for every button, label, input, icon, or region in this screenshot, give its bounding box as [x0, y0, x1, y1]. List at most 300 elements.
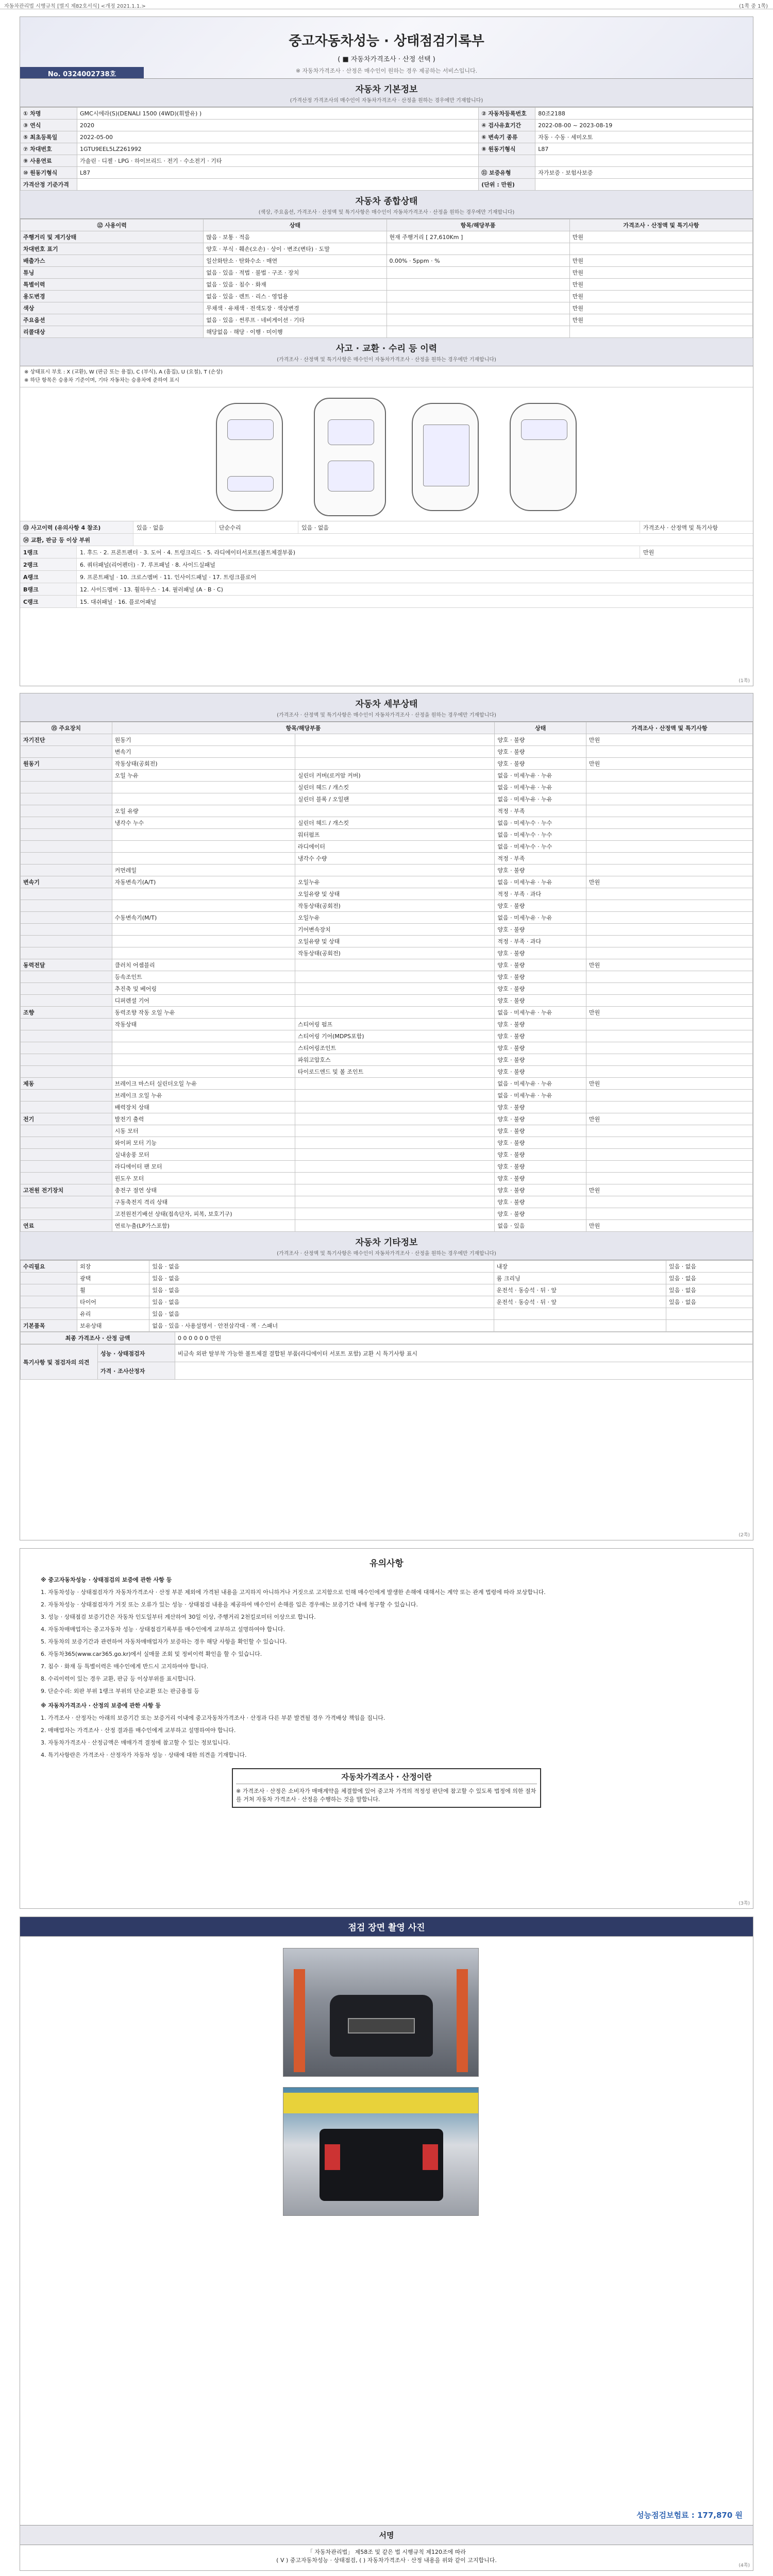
- summary-cell: [386, 326, 569, 338]
- detail-row: [21, 912, 753, 924]
- detail-cell: 만원: [586, 1007, 753, 1019]
- rear-window-icon: [227, 476, 274, 492]
- detail-cell: 오일 누유: [112, 770, 295, 782]
- page-4: [20, 1917, 753, 2571]
- detail-cell: [21, 1030, 112, 1042]
- page-mark-2: (2쪽): [738, 1533, 750, 1538]
- summary-cell: 없음 · 있음 · 썬루프 · 네비게이션 · 기타: [204, 314, 386, 326]
- rank-label: C랭크: [20, 596, 77, 607]
- detail-cell: 없음 · 미세누유 · 누유: [495, 770, 586, 782]
- basic-field-label: ① 차명: [21, 108, 77, 120]
- basic-field-label: 가격산정 기준가격: [21, 179, 77, 191]
- detail-cell: [586, 1196, 753, 1208]
- detail-cell: [586, 841, 753, 853]
- accident-subtitle: (가격조사 · 산정액 및 특기사항은 매수인이 자동차가격조사 · 산정을 원하는 경우에만 기재합니다): [277, 357, 496, 363]
- detail-cell: 양호 · 불량: [495, 959, 586, 971]
- detail-cell: 실내송풍 모터: [112, 1149, 295, 1161]
- accident-title: 사고 · 교환 · 수리 등 이력: [335, 344, 438, 354]
- detail-cell: 양호 · 불량: [495, 1125, 586, 1137]
- basic-row: [21, 120, 753, 131]
- summary-cell: [569, 326, 752, 338]
- final-price-label: 최종 가격조사 · 산정 금액: [21, 1332, 175, 1344]
- summary-cell: 배출가스: [21, 255, 204, 267]
- insurance-fee-value: 177,870 원: [697, 2511, 743, 2520]
- detail-cell: 적정 · 부족 · 과다: [495, 936, 586, 947]
- summary-cell: 주행거리 및 계기상태: [21, 231, 204, 243]
- detail-cell: 실린더 헤드 / 개스킷: [295, 782, 495, 793]
- detail-cell: [21, 746, 112, 758]
- detail-row: [21, 1054, 753, 1066]
- detail-row: [21, 1184, 753, 1196]
- detail-row: [21, 947, 753, 959]
- detail-column-header: 가격조사 · 산정액 및 특기사항: [586, 722, 753, 734]
- detail-cell: 만원: [586, 1184, 753, 1196]
- note-item: 1. 가격조사 · 산정자는 아래의 보증기간 또는 보증거리 이내에 중고자동차가격조사 · 산정과 다른 부분 발견될 경우 가격배상 책임을 집니다.: [41, 1715, 385, 1721]
- detail-cell: 양호 · 불량: [495, 1208, 586, 1220]
- detail-cell: [295, 746, 495, 758]
- detail-cell: 만원: [586, 1220, 753, 1232]
- detail-cell: 조향: [21, 1007, 112, 1019]
- etc-row: [21, 1296, 753, 1308]
- detail-cell: [295, 971, 495, 983]
- detail-row: [21, 1019, 753, 1030]
- summary-cell: 만원: [569, 302, 752, 314]
- summary-table: [20, 219, 753, 338]
- detail-cell: 양호 · 불량: [495, 865, 586, 876]
- note-item: 3. 성능 · 상태점검 보증기간은 자동차 인도일부터 계산하여 30일 이상, 주행거리 2천킬로미터 이상으로 합니다.: [41, 1614, 316, 1620]
- detail-cell: [295, 995, 495, 1007]
- etc-cell: [666, 1320, 753, 1332]
- etc-cell: [21, 1296, 77, 1308]
- truck-rear-icon: [320, 2129, 443, 2201]
- special-notes-table: [20, 1344, 753, 1380]
- detail-cell: [21, 1066, 112, 1078]
- accident-header: [20, 338, 753, 366]
- roof-panel-icon: [328, 419, 374, 445]
- etc-subtitle: (가격조사 · 산정액 및 특기사항은 매수인이 자동차가격조사 · 산정을 원하는 경우에만 기재합니다): [277, 1251, 496, 1257]
- basic-field-value: 1GTU9EEL5LZ261992: [77, 143, 479, 155]
- detail-table: [20, 722, 753, 1232]
- detail-cell: [112, 853, 295, 865]
- detail-cell: 라디에이터 팬 모터: [112, 1161, 295, 1173]
- appraisal-notice-box: [232, 1768, 541, 1808]
- page-2: [20, 693, 753, 1540]
- detail-cell: 자기진단: [21, 734, 112, 746]
- truck-grille-icon: [348, 2018, 415, 2033]
- etc-cell: 유리: [77, 1308, 149, 1320]
- detail-cell: [21, 1137, 112, 1149]
- detail-cell: [21, 782, 112, 793]
- detail-row: [21, 995, 753, 1007]
- detail-cell: 양호 · 불량: [495, 983, 586, 995]
- appraiser-opinion: [175, 1362, 753, 1380]
- note-item: 4. 특기사항란은 가격조사 · 산정자가 자동차 성능 · 상태에 대한 의견을 기재합니다.: [41, 1752, 247, 1758]
- basic-field-value: 2022-08-00 ~ 2023-08-19: [535, 120, 753, 131]
- detail-cell: [586, 1054, 753, 1066]
- detail-row: [21, 1090, 753, 1101]
- detail-cell: 자동변속기(A/T): [112, 876, 295, 888]
- detail-cell: 없음 · 미세누유 · 누유: [495, 1090, 586, 1101]
- summary-cell: 만원: [569, 231, 752, 243]
- basic-field-label: ⑥ 변속기 종류: [479, 131, 535, 143]
- detail-cell: [21, 1054, 112, 1066]
- detail-row: [21, 746, 753, 758]
- final-price-value: 0 0 0 0 0 0 만원: [175, 1332, 753, 1344]
- simple-repair-label: 단순수리: [216, 521, 298, 533]
- basic-row: [21, 155, 753, 167]
- final-price-table: [20, 1332, 753, 1344]
- appraisal-notice-text: ※ 가격조사 · 산정은 소비자가 매매계약을 체결함에 있어 중고차 가격의 적정성 판단에 참고할 수 있도록 법정에 의한 절차를 거쳐 자동차 가격조사 · 산정을 수행하는 것을 말합니다.: [236, 1788, 536, 1803]
- etc-cell: [21, 1284, 77, 1296]
- summary-cell: 해당없음 · 해당 · 이행 · 미이행: [204, 326, 386, 338]
- detail-cell: [21, 924, 112, 936]
- detail-row: [21, 1173, 753, 1184]
- note-item: 8. 수리이력이 있는 경우 교환, 판금 등 이상부위를 표시합니다.: [41, 1675, 196, 1682]
- summary-row: [21, 314, 753, 326]
- record-title: 중고자동차성능 · 상태점검기록부: [289, 33, 484, 49]
- detail-cell: 없음 · 미세누유 · 누유: [495, 782, 586, 793]
- detail-cell: [586, 900, 753, 912]
- detail-row: [21, 971, 753, 983]
- basic-field-value: L87: [77, 167, 479, 179]
- detail-cell: [112, 1042, 295, 1054]
- page-3: [20, 1548, 753, 1909]
- page-mark-3: (3쪽): [738, 1901, 750, 1906]
- detail-cell: [21, 888, 112, 900]
- summary-cell: 무채색 · 유채색 · 전색도장 · 색상변경: [204, 302, 386, 314]
- vehicle-diagram: [20, 387, 753, 521]
- basic-field-value: 가솔린 · 디젤 · LPG · 하이브리드 · 전기 · 수소전기 · 기타: [77, 155, 479, 167]
- rank-price: 만원: [640, 546, 753, 558]
- detail-cell: [295, 1173, 495, 1184]
- signature-line-1: 「 자동차관리법」 제58조 및 같은 법 시행규칙 제120조에 따라: [307, 2549, 466, 2555]
- detail-cell: 양호 · 불량: [495, 746, 586, 758]
- detail-cell: [295, 959, 495, 971]
- detail-cell: [21, 1161, 112, 1173]
- summary-cell: 없음 · 있음 · 침수 · 화재: [204, 279, 386, 291]
- detail-cell: 적정 · 부족 · 과다: [495, 888, 586, 900]
- detail-cell: [586, 805, 753, 817]
- summary-cell: 만원: [569, 267, 752, 279]
- page-1: [20, 16, 753, 686]
- form-reference: 자동차관리법 시행규칙 [별지 제82호서식] <개정 2021.1.1.>: [4, 4, 146, 9]
- appraisal-notice-title: 자동차가격조사 · 산정이란: [236, 1772, 537, 1784]
- rank-rows: [20, 546, 753, 608]
- detail-cell: [586, 983, 753, 995]
- detail-cell: [586, 817, 753, 829]
- detail-row: [21, 1066, 753, 1078]
- detail-row: [21, 876, 753, 888]
- detail-cell: [112, 1030, 295, 1042]
- detail-cell: 추진축 및 베어링: [112, 983, 295, 995]
- rank-row: [20, 596, 753, 608]
- detail-cell: 동력전달: [21, 959, 112, 971]
- summary-cell: 일산화탄소 · 탄화수소 · 매연: [204, 255, 386, 267]
- detail-cell: [21, 1208, 112, 1220]
- etc-cell: 기본품목: [21, 1320, 77, 1332]
- summary-column-header: 상태: [204, 219, 386, 231]
- detail-cell: [112, 924, 295, 936]
- appraiser-label: 가격 · 조사산정자: [98, 1362, 175, 1380]
- detail-cell: 배력장치 상태: [112, 1101, 295, 1113]
- detail-cell: 없음 · 미세누수 · 누수: [495, 829, 586, 841]
- basic-row: [21, 143, 753, 155]
- summary-row: [21, 279, 753, 291]
- etc-cell: [21, 1308, 77, 1320]
- detail-cell: 냉각수 누수: [112, 817, 295, 829]
- detail-cell: [21, 995, 112, 1007]
- detail-cell: [112, 900, 295, 912]
- detail-cell: [586, 995, 753, 1007]
- detail-cell: 파워고압호스: [295, 1054, 495, 1066]
- abnormal-parts-label: ⑭ 교환, 판금 등 이상 부위: [20, 534, 133, 546]
- detail-column-header: ⑮ 주요장치: [21, 722, 112, 734]
- detail-cell: 고전원전기배선 상태(접속단자, 피복, 보호기구): [112, 1208, 295, 1220]
- detail-cell: [295, 1149, 495, 1161]
- detail-cell: 만원: [586, 876, 753, 888]
- detail-cell: 만원: [586, 1113, 753, 1125]
- detail-cell: 브레이크 마스터 실린더오일 누유: [112, 1078, 295, 1090]
- detail-cell: [21, 817, 112, 829]
- detail-cell: [112, 936, 295, 947]
- inspection-photo-rear: [283, 2087, 479, 2216]
- detail-cell: 없음 · 미세누유 · 누유: [495, 1078, 586, 1090]
- summary-row: [21, 231, 753, 243]
- detail-cell: [586, 746, 753, 758]
- detail-row: [21, 1125, 753, 1137]
- accident-rows: [20, 521, 753, 608]
- summary-row: [21, 267, 753, 279]
- etc-row: [21, 1273, 753, 1284]
- detail-cell: [586, 1161, 753, 1173]
- tail-light-right-icon: [423, 2144, 438, 2170]
- basic-row: [21, 108, 753, 120]
- detail-cell: 양호 · 불량: [495, 1184, 586, 1196]
- detail-cell: [21, 947, 112, 959]
- detail-cell: 전기: [21, 1113, 112, 1125]
- detail-cell: [21, 865, 112, 876]
- detail-row: [21, 1101, 753, 1113]
- detail-cell: [586, 1173, 753, 1184]
- detail-cell: 양호 · 불량: [495, 1019, 586, 1030]
- photos-title: 점검 장면 촬영 사진: [348, 1923, 425, 1933]
- detail-cell: [586, 1042, 753, 1054]
- insurance-fee-label: 성능점검보험료 :: [636, 2511, 695, 2520]
- top-bar: [0, 0, 773, 9]
- detail-row: [21, 888, 753, 900]
- detail-cell: [586, 888, 753, 900]
- detail-cell: [21, 1019, 112, 1030]
- etc-cell: 내장: [494, 1261, 666, 1273]
- detail-cell: [112, 829, 295, 841]
- detail-cell: [112, 947, 295, 959]
- summary-cell: 없음 · 있음 · 렌트 · 리스 · 영업용: [204, 291, 386, 302]
- detail-row: [21, 865, 753, 876]
- simple-repair-value: 있음 · 없음: [301, 524, 329, 531]
- detail-cell: 윈도우 모터: [112, 1173, 295, 1184]
- summary-cell: 주요옵션: [21, 314, 204, 326]
- rank-parts: 6. 쿼터패널(리어펜더) · 7. 루프패널 · 8. 사이드실패널: [80, 561, 215, 568]
- detail-cell: 양호 · 불량: [495, 1066, 586, 1078]
- detail-row: [21, 1030, 753, 1042]
- car-outline-top-icon: [314, 398, 386, 516]
- detail-title: 자동차 세부상태: [355, 699, 418, 709]
- detail-row: [21, 817, 753, 829]
- rank-row: [20, 571, 753, 583]
- detail-cell: 오일 유량: [112, 805, 295, 817]
- detail-cell: 양호 · 불량: [495, 1054, 586, 1066]
- detail-cell: [586, 865, 753, 876]
- detail-cell: [21, 1149, 112, 1161]
- detail-cell: 양호 · 불량: [495, 758, 586, 770]
- detail-cell: [586, 782, 753, 793]
- detail-cell: [295, 1113, 495, 1125]
- summary-cell: 양호 · 부식 · 훼손(오손) · 상이 · 변조(변타) · 도말: [204, 243, 386, 255]
- etc-cell: 있음 · 없음: [149, 1296, 494, 1308]
- detail-row: [21, 1042, 753, 1054]
- summary-cell: 0.00% · 5ppm · %: [386, 255, 569, 267]
- detail-cell: [295, 1125, 495, 1137]
- detail-cell: 제동: [21, 1078, 112, 1090]
- detail-cell: 없음 · 있음: [495, 1220, 586, 1232]
- signature-text: [20, 2545, 753, 2568]
- photo-front-scene: [283, 1948, 478, 2076]
- page-mark-1: (1쪽): [738, 679, 750, 684]
- detail-cell: [586, 912, 753, 924]
- etc-cell: 휠: [77, 1284, 149, 1296]
- detail-row: [21, 853, 753, 865]
- detail-cell: 양호 · 불량: [495, 1042, 586, 1054]
- detail-cell: [21, 841, 112, 853]
- accident-price-header: 가격조사 · 산정액 및 특기사항: [640, 521, 753, 533]
- photos-header: [20, 1917, 753, 1937]
- basic-field-label: ⑤ 최초등록일: [21, 131, 77, 143]
- truck-front-icon: [330, 1995, 433, 2057]
- detail-row: [21, 959, 753, 971]
- detail-cell: [586, 1030, 753, 1042]
- detail-cell: 양호 · 불량: [495, 947, 586, 959]
- detail-cell: [21, 1196, 112, 1208]
- basic-field-value: [535, 179, 753, 191]
- signature-line-2: ( V ) 중고자동차성능 · 상태점검, ( ) 자동차가격조사 · 산정 내용을 위와 같이 고지합니다.: [276, 2557, 497, 2564]
- detail-cell: [586, 1208, 753, 1220]
- legend-note: ※ 하단 항목은 승용차 기준이며, 기타 자동차는 승용차에 준하여 표시: [24, 378, 179, 383]
- detail-row: [21, 900, 753, 912]
- summary-cell: 현재 주행거리 [ 27,610Km ]: [386, 231, 569, 243]
- detail-cell: [295, 734, 495, 746]
- basic-field-label: ⑩ 원동기형식: [21, 167, 77, 179]
- detail-cell: 양호 · 불량: [495, 1161, 586, 1173]
- detail-column-header: 상태: [495, 722, 586, 734]
- detail-cell: [21, 1042, 112, 1054]
- summary-row: [21, 291, 753, 302]
- etc-row: [21, 1284, 753, 1296]
- notes-section: [20, 1549, 753, 1826]
- detail-cell: [586, 971, 753, 983]
- detail-cell: [21, 793, 112, 805]
- detail-cell: 냉각수 수량: [295, 853, 495, 865]
- detail-cell: [112, 793, 295, 805]
- rank-label: 2랭크: [20, 558, 77, 570]
- detail-column-header: 항목/해당부품: [112, 722, 495, 734]
- summary-header: [20, 191, 753, 219]
- record-note: ※ 자동차가격조사 · 산정은 매수인이 원하는 경우 제공하는 서비스입니다.: [295, 67, 478, 74]
- detail-row: [21, 805, 753, 817]
- note-item: 1. 자동차성능 · 상태점검자가 자동차가격조사 · 산정 부분 제외에 가격된 내용을 고지하지 아니하거나 거짓으로 고지함으로 인해 매수인에게 발생한 손해에 대해서는 계약 또는 관계 법령에 따라 보상합니다.: [41, 1589, 546, 1596]
- rank-label: 1랭크: [20, 546, 77, 558]
- rank-parts: 1. 후드 · 2. 프론트펜더 · 3. 도어 · 4. 트렁크리드 · 5. 라디에이터서포트(볼트체결부품): [80, 549, 296, 556]
- detail-cell: 충전구 절연 상태: [112, 1184, 295, 1196]
- note-item: 4. 자동차매매업자는 중고자동차 성능 · 상태점검기록부를 매수인에게 교부하고 설명하여야 합니다.: [41, 1626, 285, 1633]
- document-number: No. 0324002738호: [20, 67, 144, 78]
- detail-cell: [295, 1101, 495, 1113]
- etc-cell: 보유상태: [77, 1320, 149, 1332]
- summary-cell: 만원: [569, 255, 752, 267]
- detail-row: [21, 1208, 753, 1220]
- basic-field-label: ⑨ 사용연료: [21, 155, 77, 167]
- detail-cell: [112, 841, 295, 853]
- basic-field-value: 80조2188: [535, 108, 753, 120]
- detail-cell: 스티어링 펌프: [295, 1019, 495, 1030]
- signature-title: 서명: [20, 2525, 753, 2545]
- summary-cell: 만원: [569, 291, 752, 302]
- detail-row: [21, 1220, 753, 1232]
- rank-parts: 12. 사이드멤버 · 13. 휠하우스 · 14. 필러패널 (A · B · C): [80, 586, 223, 593]
- rank-row: [20, 583, 753, 596]
- rank-label: A랭크: [20, 571, 77, 583]
- special-notes-label: 특기사항 및 점검자의 의견: [21, 1345, 98, 1380]
- etc-cell: 외장: [77, 1261, 149, 1273]
- basic-field-label: ④ 검사유효기간: [479, 120, 535, 131]
- detail-cell: 시동 모터: [112, 1125, 295, 1137]
- detail-cell: 오일누유: [295, 876, 495, 888]
- rank-parts: 15. 대쉬패널 · 16. 플로어패널: [80, 598, 157, 605]
- detail-cell: 만원: [586, 959, 753, 971]
- note-item: 2. 매매업자는 가격조사 · 산정 결과를 매수인에게 교부하고 설명하여야 합니다.: [41, 1727, 236, 1734]
- summary-cell: 리콜대상: [21, 326, 204, 338]
- etc-row: [21, 1261, 753, 1273]
- car-outline-right-icon: [510, 403, 577, 511]
- detail-cell: 고전원 전기장치: [21, 1184, 112, 1196]
- detail-row: [21, 758, 753, 770]
- detail-cell: [295, 805, 495, 817]
- detail-cell: 오일누유: [295, 912, 495, 924]
- notes-title: 유의사항: [369, 1558, 404, 1569]
- detail-cell: 없음 · 미세누수 · 누수: [495, 817, 586, 829]
- basic-field-value: 2020: [77, 120, 479, 131]
- detail-cell: [21, 1173, 112, 1184]
- basic-field-label: ② 자동차등록번호: [479, 108, 535, 120]
- detail-subtitle: (가격조사 · 산정액 및 특기사항은 매수인이 자동차가격조사 · 산정을 원하는 경우에만 기재합니다): [277, 713, 496, 718]
- summary-row: [21, 302, 753, 314]
- summary-cell: 튜닝: [21, 267, 204, 279]
- detail-cell: 작동상태(공회전): [295, 900, 495, 912]
- basic-field-label: [479, 155, 535, 167]
- detail-cell: [112, 1054, 295, 1066]
- detail-cell: 등속조인트: [112, 971, 295, 983]
- note-item: 9. 단순수리: 외판 부위 1랭크 부위의 단순교환 또는 판금용접 등: [41, 1688, 199, 1694]
- accident-history-label: ⑬ 사고이력 (유의사항 4 참조): [20, 521, 133, 533]
- detail-cell: [21, 983, 112, 995]
- car-frame-icon: [412, 403, 479, 511]
- detail-cell: [21, 912, 112, 924]
- basic-field-label: ③ 연식: [21, 120, 77, 131]
- inspector-label: 성능 · 상태점검자: [98, 1345, 175, 1362]
- detail-cell: [295, 1184, 495, 1196]
- detail-cell: 기어변속장치: [295, 924, 495, 936]
- detail-cell: 작동상태(공회전): [295, 947, 495, 959]
- detail-cell: 오일유량 및 상태: [295, 888, 495, 900]
